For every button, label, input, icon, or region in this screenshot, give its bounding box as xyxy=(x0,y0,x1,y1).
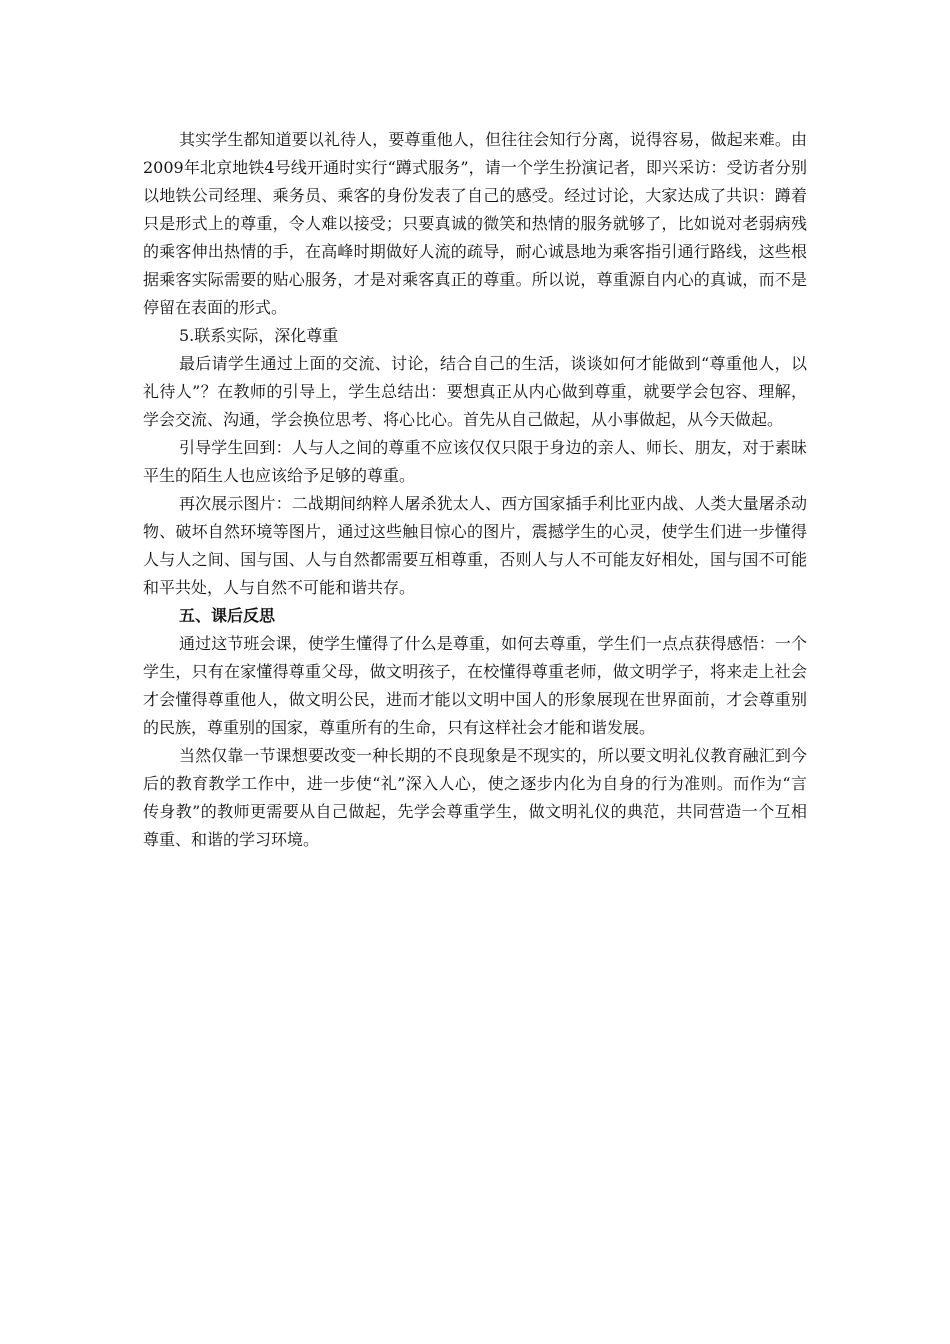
subheading-deepen-respect: 5.联系实际，深化尊重 xyxy=(179,326,339,345)
paragraph-reflection-gains: 通过这节班会课，使学生懂得了什么是尊重，如何去尊重，学生们一点点获得感悟：一个学生，只有在家懂得尊重父母，做文明孩子，在校懂得尊重老师，做文明学子，将来走上社会才会懂得尊重他人，做文明公民，进而才能以文明中国人的形象展现在世界面前，才会尊重别的民族，尊重别的国家，尊重所有的生命，只有这样社会才能和谐发展。 xyxy=(143,634,807,737)
paragraph-subway-service: 其实学生都知道要以礼待人，要尊重他人，但往往会知行分离，说得容易，做起来难。由2009年北京地铁4号线开通时实行“蹲式服务”，请一个学生扮演记者，即兴采访：受访者分别以地铁公司经理、乘务员、乘客的身份发表了自己的感受。经过讨论，大家达成了共识：蹲着只是形式上的尊重，令人难以接受；只要真诚的微笑和热情的服务就够了，比如说对老弱病残的乘客伸出热情的手，在高峰时期做好人流的疏导，耐心诚恳地为乘客指引通行路线，这些根据乘客实际需要的贴心服务，才是对乘客真正的尊重。所以说，尊重源自内心的真诚，而不是停留在表面的形式。 xyxy=(143,130,807,317)
paragraph-reflection-teachers: 当然仅靠一节课想要改变一种长期的不良现象是不现实的，所以要文明礼仪教育融汇到今后的教育教学工作中，进一步使“礼”深入人心，使之逐步内化为自身的行为准则。而作为“言传身教”的教师更需要从自己做起，先学会尊重学生，做文明礼仪的典范，共同营造一个互相尊重、和谐的学习环境。 xyxy=(143,746,807,849)
paragraph-show-pictures: 再次展示图片：二战期间纳粹人屠杀犹太人、西方国家插手利比亚内战、人类大量屠杀动物、破坏自然环境等图片，通过这些触目惊心的图片，震撼学生的心灵，使学生们进一步懂得人与人之间、国与国、人与自然都需要互相尊重，否则人与人不可能友好相处，国与国不可能和平共处，人与自然不可能和谐共存。 xyxy=(143,494,807,597)
paragraph-student-summary: 最后请学生通过上面的交流、讨论，结合自己的生活，谈谈如何才能做到“尊重他人，以礼待人”？在教师的引导上，学生总结出：要想真正从内心做到尊重，就要学会包容、理解，学会交流、沟通，学会换位思考、将心比心。首先从自己做起，从小事做起，从今天做起。 xyxy=(143,354,807,429)
document-page xyxy=(143,126,807,854)
section-heading-reflection: 五、课后反思 xyxy=(179,606,276,625)
paragraph-respect-strangers: 引导学生回到：人与人之间的尊重不应该仅仅只限于身边的亲人、师长、朋友，对于素昧平生的陌生人也应该给予足够的尊重。 xyxy=(143,438,807,485)
